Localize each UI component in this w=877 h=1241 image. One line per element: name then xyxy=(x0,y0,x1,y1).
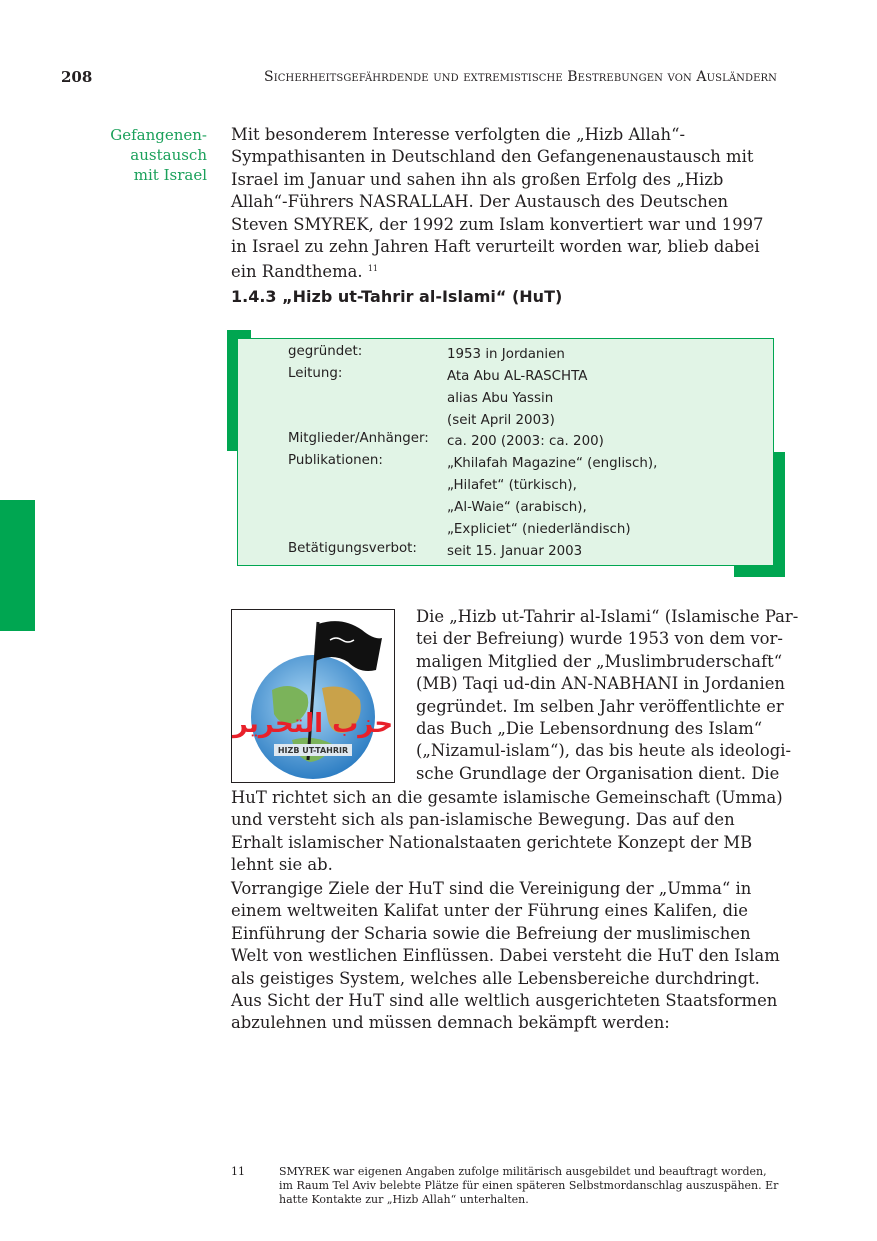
fact-label: Mitglieder/Anhänger: xyxy=(288,431,429,446)
fact-value-line: „Hilafet“ (türkisch), xyxy=(447,478,577,493)
fact-label: Betätigungsverbot: xyxy=(288,541,417,556)
footnote-text: SMYREK war eigenen Angaben zufolge militärisch ausgebildet und beauftragt worden, im Raum Tel Aviv belebte Plätze für einen späteren Selbstmordanschlag auszuspähen. Er hatte Kontakte zur „Hizb Allah“ unterhalten. xyxy=(279,1165,779,1206)
fact-value-line: seit 15. Januar 2003 xyxy=(447,544,583,559)
logo-arabic-text: حزب التحرير xyxy=(232,709,394,739)
logo-latin-text: HIZB UT-TAHRIR xyxy=(277,746,349,755)
fact-value xyxy=(447,431,604,453)
fact-value-line: alias Abu Yassin xyxy=(447,391,554,406)
hut-paragraph-line: maligen Mitglied der „Muslimbruderschaft“ xyxy=(416,651,783,671)
goals-paragraph: Vorrangige Ziele der HuT sind die Vereinigung der „Umma“ in einem weltweiten Kalifat unter der Führung eines Kalifen, die Einführung der Scharia sowie die Befreiung der muslimischen Welt von westlichen Einflüssen. Dabei versteht die HuT den Islam als geistiges System, welches alle Lebensbereiche durchdringt. Aus Sicht der HuT sind alle weltlich ausgerichteten Staatsformen abzulehnen und müssen demnach bekämpft werden: xyxy=(231,879,780,1033)
fact-box xyxy=(237,338,774,566)
chapter-edge-tab xyxy=(0,500,35,631)
hut-paragraph-line: gegründet. Im selben Jahr veröffentlichte er xyxy=(416,696,784,716)
fact-value-line: „Al-Waie“ (arabisch), xyxy=(447,500,587,515)
margin-note-line: mit Israel xyxy=(133,166,207,184)
intro-paragraph-text: Mit besonderem Interesse verfolgten die „Hizb Allah“-Sympathisanten in Deutschland den Gefangenenaustausch mit Israel im Januar und sahen ihn als großen Erfolg des „Hizb Allah“-Führers NASRALLAH. Der Austausch des Deutschen Steven SMYREK, der 1992 zum Islam konvertiert war und 1997 in Israel zu zehn Jahren Haft verurteilt worden war, blieb dabei ein Randthema. xyxy=(231,125,764,282)
fact-value xyxy=(447,366,587,432)
hut-paragraph-continuation: HuT richtet sich an die gesamte islamische Gemeinschaft (Umma) und versteht sich als pan-islamische Bewegung. Das auf den Erhalt islamischer Nationalstaaten gerichtete Konzept der MB lehnt sie ab. xyxy=(231,788,783,875)
fact-value xyxy=(447,344,565,366)
fact-value-line: „Expliciet“ (niederländisch) xyxy=(447,522,631,537)
hut-paragraph-line: das Buch „Die Lebensordnung des Islam“ xyxy=(416,719,763,738)
hut-paragraph-line: (MB) Taqi ud-din AN-NABHANI in Jordanien xyxy=(416,674,785,694)
fact-label: gegründet: xyxy=(288,344,363,359)
fact-value xyxy=(447,453,657,541)
fact-value-line: ca. 200 (2003: ca. 200) xyxy=(447,434,604,449)
section-heading: 1.4.3 „Hizb ut-Tahrir al-Islami“ (HuT) xyxy=(231,287,563,306)
hut-logo-image xyxy=(231,609,395,783)
fact-value-line: „Khilafah Magazine“ (englisch), xyxy=(447,456,658,471)
hut-paragraph-line: sche Grundlage der Organisation dient. Die xyxy=(416,763,780,783)
hut-paragraph-line: („Nizamul-islam“), das bis heute als ideologi- xyxy=(416,741,792,761)
running-head: Sicherheitsgefährdende und extremistische Bestrebungen von Ausländern xyxy=(264,69,777,85)
fact-label: Publikationen: xyxy=(288,453,383,468)
fact-value-line: (seit April 2003) xyxy=(447,413,555,428)
hut-paragraph-line: tei der Befreiung) wurde 1953 von dem vor- xyxy=(416,629,783,649)
footnote-number: 11 xyxy=(231,1165,245,1178)
margin-note-line: austausch xyxy=(130,146,207,164)
globe-flag-logo xyxy=(232,610,394,782)
footnote-reference: 11 xyxy=(367,264,379,274)
page-number: 208 xyxy=(61,68,93,86)
margin-note-line: Gefangenen- xyxy=(110,126,207,144)
hut-paragraph-line: Die „Hizb ut-Tahrir al-Islami“ (Islamische Par- xyxy=(416,607,799,626)
fact-label: Leitung: xyxy=(288,366,343,381)
margin-note xyxy=(80,125,207,185)
fact-value xyxy=(447,541,582,563)
fact-value-line: 1953 in Jordanien xyxy=(447,347,565,362)
intro-paragraph xyxy=(231,124,784,284)
fact-value-line: Ata Abu AL-RASCHTA xyxy=(447,369,588,384)
